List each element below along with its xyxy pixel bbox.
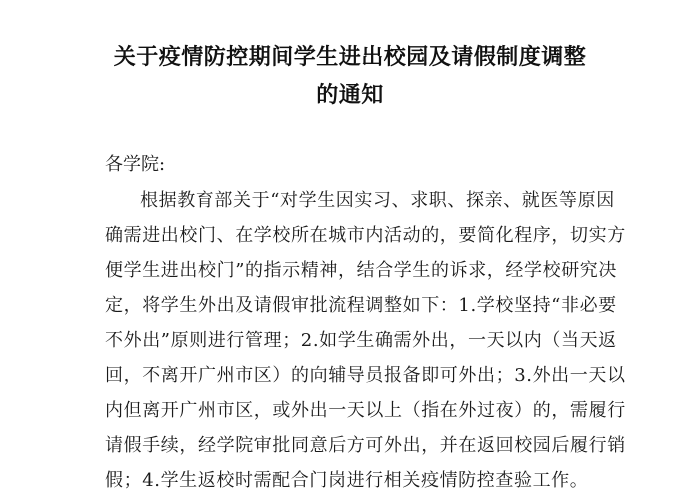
body-paragraph-line: 不外出”原则进行管理；2.如学生确需外出，一天以内（当天返 [105,330,617,351]
body-paragraph-line: 便学生进出校门”的指示精神，结合学生的诉求，经学校研究决 [105,260,617,281]
body-paragraph-line: 内但离开广州市区，或外出一天以上（指在外过夜）的，需履行 [105,400,626,421]
salutation: 各学院: [105,154,166,175]
body-paragraph-line: 定，将学生外出及请假审批流程调整如下：1.学校坚持“非必要 [105,295,617,316]
document-title-line-2: 的通知 [316,83,384,108]
body-paragraph-line: 请假手续，经学院审批同意后方可外出，并在返回校园后履行销 [105,435,626,456]
body-paragraph-line: 确需进出校门、在学校所在城市内活动的，要简化程序，切实方 [105,225,626,246]
document-title-line-1: 关于疫情防控期间学生进出校园及请假制度调整 [113,45,587,70]
body-paragraph-line: 回，不离开广州市区）的向辅导员报备即可外出；3.外出一天以 [105,365,626,386]
body-paragraph-line: 假；4.学生返校时需配合门岗进行相关疫情防控查验工作。 [105,470,589,491]
body-paragraph-line: 根据教育部关于“对学生因实习、求职、探亲、就医等原因 [140,190,615,211]
